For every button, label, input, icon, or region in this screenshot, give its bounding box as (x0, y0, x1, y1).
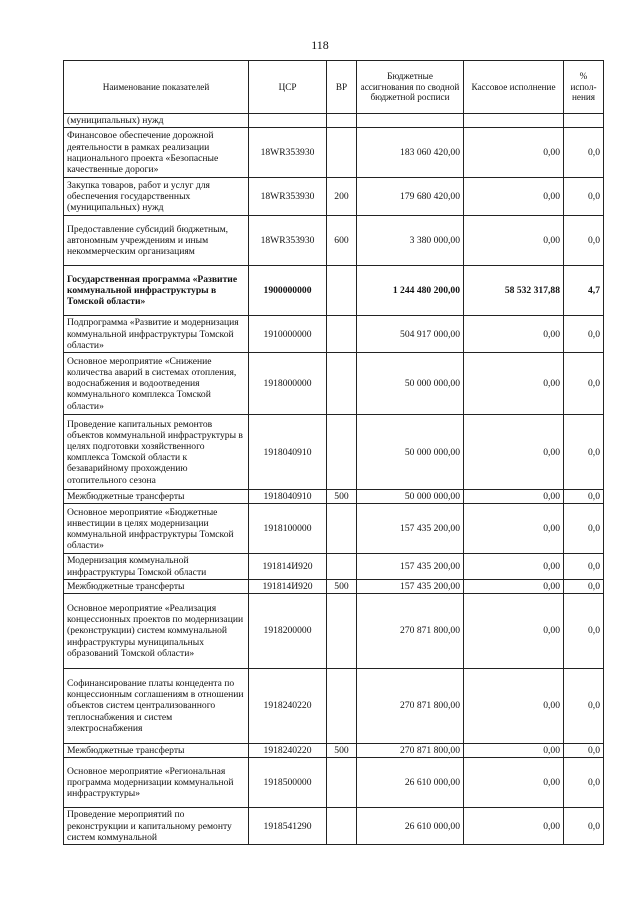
row-cash-cell: 0,00 (464, 504, 564, 554)
row-code-cell: 191814И920 (249, 579, 327, 593)
row-cash-cell: 0,00 (464, 316, 564, 353)
row-percent-cell: 0,0 (564, 744, 604, 758)
row-vr-cell (327, 808, 357, 845)
row-vr-cell (327, 266, 357, 316)
row-name-cell: Предоставление субсидий бюджетным, автономным учреждениям и иным некоммерческим организациям (64, 216, 249, 266)
row-code-cell: 18WR353930 (249, 128, 327, 178)
row-allocation-cell: 157 435 200,00 (357, 579, 464, 593)
row-allocation-cell: 179 680 420,00 (357, 178, 464, 216)
row-name-cell: Основное мероприятие «Реализация концессионных проектов по модернизации (реконструкции) систем коммунальной инфраструктуры муниципальных образований Томской области» (64, 594, 249, 669)
row-code-cell: 1900000000 (249, 266, 327, 316)
row-name-cell: Основное мероприятие «Бюджетные инвестиции в целях модернизации коммунальной инфраструктуры Томской области» (64, 504, 249, 554)
row-allocation-cell: 270 871 800,00 (357, 594, 464, 669)
header-cash: Кассовое исполнение (464, 61, 564, 114)
row-allocation-cell: 270 871 800,00 (357, 744, 464, 758)
table-row (64, 579, 604, 593)
row-percent-cell (564, 114, 604, 128)
table-row (64, 594, 604, 669)
header-allocations: Бюджетные ассигнования по сводной бюджетной росписи (357, 61, 464, 114)
row-allocation-cell: 270 871 800,00 (357, 669, 464, 744)
row-percent-cell: 4,7 (564, 266, 604, 316)
row-cash-cell (464, 114, 564, 128)
row-cash-cell: 0,00 (464, 744, 564, 758)
row-cash-cell: 0,00 (464, 178, 564, 216)
table-row (64, 316, 604, 353)
row-allocation-cell: 1 244 480 200,00 (357, 266, 464, 316)
row-allocation-cell: 50 000 000,00 (357, 490, 464, 504)
row-allocation-cell: 183 060 420,00 (357, 128, 464, 178)
row-allocation-cell: 157 435 200,00 (357, 504, 464, 554)
row-code-cell: 1918040910 (249, 490, 327, 504)
row-allocation-cell: 504 917 000,00 (357, 316, 464, 353)
table-row (64, 504, 604, 554)
header-percent: % испол-нения (564, 61, 604, 114)
row-vr-cell: 500 (327, 490, 357, 504)
row-allocation-cell: 26 610 000,00 (357, 758, 464, 808)
row-vr-cell (327, 758, 357, 808)
table-row (64, 128, 604, 178)
row-percent-cell: 0,0 (564, 216, 604, 266)
row-code-cell (249, 114, 327, 128)
table-row (64, 490, 604, 504)
page-number: 118 (311, 38, 329, 52)
row-allocation-cell: 157 435 200,00 (357, 554, 464, 579)
row-vr-cell (327, 504, 357, 554)
row-code-cell: 1918541290 (249, 808, 327, 845)
row-name-cell: Основное мероприятие «Снижение количества аварий в системах отопления, водоснабжения и водоотведения коммунального комплекса Томской области» (64, 353, 249, 415)
row-cash-cell: 0,00 (464, 758, 564, 808)
row-name-cell: Подпрограмма «Развитие и модернизация коммунальной инфраструктуры Томской области» (64, 316, 249, 353)
header-vr: ВР (327, 61, 357, 114)
table-row (64, 266, 604, 316)
row-code-cell: 18WR353930 (249, 178, 327, 216)
row-vr-cell: 200 (327, 178, 357, 216)
row-code-cell: 1918240220 (249, 669, 327, 744)
row-code-cell: 18WR353930 (249, 216, 327, 266)
row-percent-cell: 0,0 (564, 415, 604, 490)
row-vr-cell (327, 128, 357, 178)
table-row (64, 554, 604, 579)
row-allocation-cell: 3 380 000,00 (357, 216, 464, 266)
row-name-cell: Софинансирование платы концедента по концессионным соглашениям в отношении объектов систем централизованного теплоснабжения и систем электроснабжения (64, 669, 249, 744)
row-code-cell: 1918200000 (249, 594, 327, 669)
row-vr-cell: 600 (327, 216, 357, 266)
row-percent-cell: 0,0 (564, 808, 604, 845)
row-vr-cell (327, 415, 357, 490)
row-code-cell: 191814И920 (249, 554, 327, 579)
row-name-cell: Основное мероприятие «Региональная программа модернизации коммунальной инфраструктуры» (64, 758, 249, 808)
row-percent-cell: 0,0 (564, 594, 604, 669)
table-row (64, 744, 604, 758)
row-cash-cell: 0,00 (464, 415, 564, 490)
row-cash-cell: 0,00 (464, 554, 564, 579)
row-name-cell: (муниципальных) нужд (64, 114, 249, 128)
row-percent-cell: 0,0 (564, 554, 604, 579)
row-code-cell: 1918240220 (249, 744, 327, 758)
row-vr-cell (327, 114, 357, 128)
row-vr-cell (327, 316, 357, 353)
row-cash-cell: 0,00 (464, 128, 564, 178)
row-cash-cell: 0,00 (464, 353, 564, 415)
row-cash-cell: 0,00 (464, 594, 564, 669)
table-body (64, 114, 604, 845)
row-vr-cell (327, 594, 357, 669)
row-cash-cell: 0,00 (464, 808, 564, 845)
row-vr-cell (327, 353, 357, 415)
row-name-cell: Межбюджетные трансферты (64, 490, 249, 504)
row-percent-cell: 0,0 (564, 579, 604, 593)
budget-execution-table (63, 60, 604, 845)
row-code-cell: 1918000000 (249, 353, 327, 415)
row-vr-cell (327, 554, 357, 579)
row-code-cell: 1918100000 (249, 504, 327, 554)
row-vr-cell: 500 (327, 579, 357, 593)
row-percent-cell: 0,0 (564, 178, 604, 216)
row-name-cell: Закупка товаров, работ и услуг для обеспечения государственных (муниципальных) нужд (64, 178, 249, 216)
row-code-cell: 1918500000 (249, 758, 327, 808)
row-percent-cell: 0,0 (564, 669, 604, 744)
table-row (64, 758, 604, 808)
table-row (64, 353, 604, 415)
row-cash-cell: 0,00 (464, 579, 564, 593)
row-allocation-cell (357, 114, 464, 128)
table-header-row (64, 61, 604, 114)
row-percent-cell: 0,0 (564, 353, 604, 415)
row-allocation-cell: 50 000 000,00 (357, 353, 464, 415)
row-cash-cell: 58 532 317,88 (464, 266, 564, 316)
row-code-cell: 1910000000 (249, 316, 327, 353)
row-name-cell: Проведение мероприятий по реконструкции и капитальному ремонту систем коммунальной (64, 808, 249, 845)
row-allocation-cell: 50 000 000,00 (357, 415, 464, 490)
row-name-cell: Межбюджетные трансферты (64, 579, 249, 593)
row-vr-cell: 500 (327, 744, 357, 758)
row-allocation-cell: 26 610 000,00 (357, 808, 464, 845)
header-name: Наименование показателей (64, 61, 249, 114)
row-percent-cell: 0,0 (564, 504, 604, 554)
table-row (64, 114, 604, 128)
header-code: ЦСР (249, 61, 327, 114)
table-row (64, 178, 604, 216)
table-row (64, 216, 604, 266)
row-name-cell: Проведение капитальных ремонтов объектов коммунальной инфраструктуры в целях подготовки хозяйственного комплекса Томской области к безаварийному прохождению отопительного сезона (64, 415, 249, 490)
row-cash-cell: 0,00 (464, 669, 564, 744)
table-row (64, 669, 604, 744)
table-row (64, 415, 604, 490)
row-name-cell: Модернизация коммунальной инфраструктуры Томской области (64, 554, 249, 579)
row-vr-cell (327, 669, 357, 744)
row-code-cell: 1918040910 (249, 415, 327, 490)
row-cash-cell: 0,00 (464, 490, 564, 504)
row-name-cell: Государственная программа «Развитие коммунальной инфраструктуры в Томской области» (64, 266, 249, 316)
row-percent-cell: 0,0 (564, 128, 604, 178)
row-percent-cell: 0,0 (564, 316, 604, 353)
table-row (64, 808, 604, 845)
row-percent-cell: 0,0 (564, 758, 604, 808)
row-name-cell: Финансовое обеспечение дорожной деятельности в рамках реализации национального проекта «Безопасные качественные дороги» (64, 128, 249, 178)
row-name-cell: Межбюджетные трансферты (64, 744, 249, 758)
row-percent-cell: 0,0 (564, 490, 604, 504)
row-cash-cell: 0,00 (464, 216, 564, 266)
